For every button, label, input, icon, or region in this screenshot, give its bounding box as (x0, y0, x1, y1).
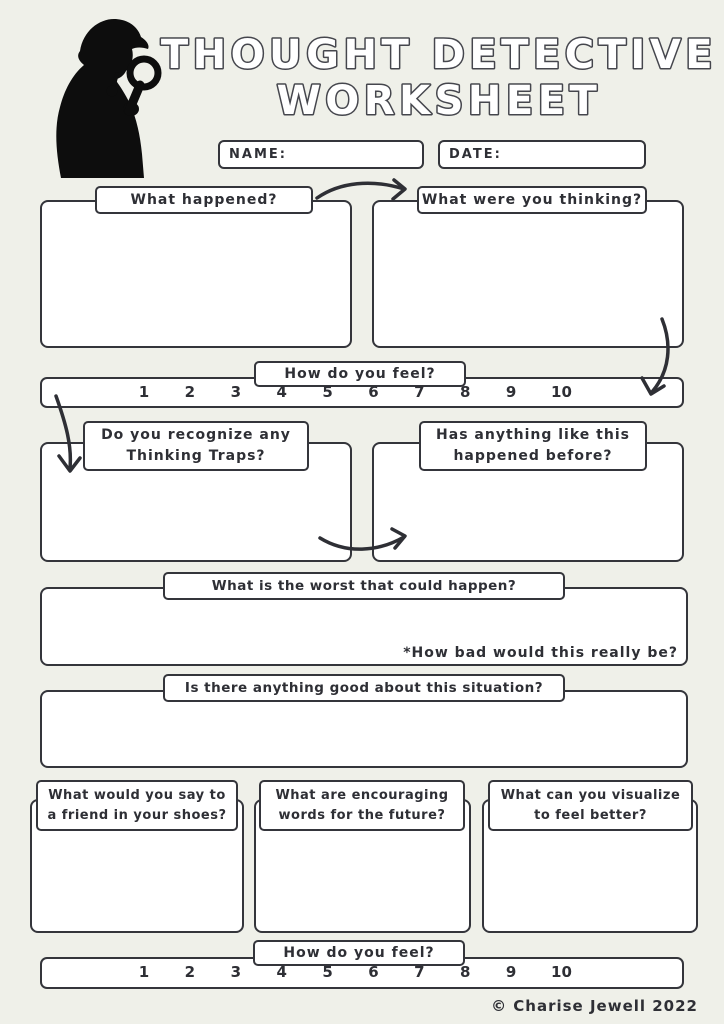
arrow-down-curved-icon (632, 316, 680, 402)
thinking-traps-label-line1: Do you recognize any (101, 427, 291, 443)
good-header (163, 674, 565, 702)
encouraging-label-line1: What are encouraging (275, 787, 449, 803)
scale-number[interactable]: 8 (460, 963, 471, 981)
encouraging-header (259, 780, 465, 831)
name-label: NAME: (229, 147, 287, 162)
thinking-traps-label-line2: Thinking Traps? (126, 448, 266, 464)
worst-label: What is the worst that could happen? (211, 577, 517, 594)
date-label: DATE: (449, 147, 502, 162)
scale-number[interactable]: 5 (322, 383, 333, 401)
page-title (150, 26, 724, 126)
scale-number[interactable]: 6 (368, 963, 379, 981)
scale-number[interactable]: 7 (414, 383, 425, 401)
scale-number[interactable]: 4 (276, 963, 287, 981)
visualize-label-line2: to feel better? (534, 807, 647, 823)
encouraging-label-line2: words for the future? (278, 807, 446, 823)
friend-label-line2: a friend in your shoes? (47, 807, 227, 823)
page-title-line2: WORKSHEET (276, 78, 602, 124)
worst-header (163, 572, 565, 600)
scale-number[interactable]: 9 (505, 383, 517, 401)
scale-number[interactable]: 1 (138, 383, 150, 401)
scale-number[interactable]: 3 (230, 383, 241, 401)
scale-number[interactable]: 6 (368, 383, 379, 401)
scale-number[interactable]: 3 (230, 963, 241, 981)
scale-number[interactable]: 2 (184, 963, 196, 981)
good-label: Is there anything good about this situation? (184, 679, 544, 696)
scale-number[interactable]: 5 (322, 963, 333, 981)
happened-before-label-line1: Has anything like this (436, 427, 630, 443)
scale-number[interactable]: 9 (505, 963, 517, 981)
feel-scale-top-numbers (138, 383, 572, 403)
arrow-right-curved-icon (312, 176, 416, 210)
feel-scale-bottom-numbers (138, 963, 572, 983)
scale-number[interactable]: 7 (414, 963, 425, 981)
visualize-header (488, 780, 693, 831)
what-happened-label: What happened? (130, 191, 278, 208)
arrow-right-swoop-icon (316, 524, 414, 560)
feel-scale-top-label: How do you feel? (284, 365, 436, 382)
feel-scale-bottom-label: How do you feel? (283, 944, 435, 961)
scale-number[interactable]: 10 (551, 383, 572, 401)
happened-before-header (419, 421, 647, 471)
scale-number[interactable]: 4 (276, 383, 287, 401)
visualize-label-line1: What can you visualize (500, 787, 681, 803)
name-field[interactable] (218, 140, 424, 169)
scale-number[interactable]: 8 (460, 383, 471, 401)
page-title-line1: THOUGHT DETECTIVE (160, 32, 718, 78)
scale-number[interactable]: 10 (551, 963, 572, 981)
friend-header (36, 780, 238, 831)
thinking-traps-header (83, 421, 309, 471)
date-field[interactable] (438, 140, 646, 169)
arrow-down-left-icon (46, 394, 90, 482)
scale-number[interactable]: 1 (138, 963, 150, 981)
copyright-text: © Charise Jewell 2022 (491, 997, 698, 1015)
happened-before-label-line2: happened before? (453, 448, 613, 464)
scale-number[interactable]: 2 (184, 383, 196, 401)
worst-note: *How bad would this really be? (403, 645, 678, 661)
what-thinking-header (417, 186, 647, 214)
what-happened-header (95, 186, 313, 214)
what-thinking-label: What were you thinking? (421, 191, 643, 208)
what-happened-box[interactable] (40, 200, 352, 348)
friend-label-line1: What would you say to (48, 787, 226, 803)
